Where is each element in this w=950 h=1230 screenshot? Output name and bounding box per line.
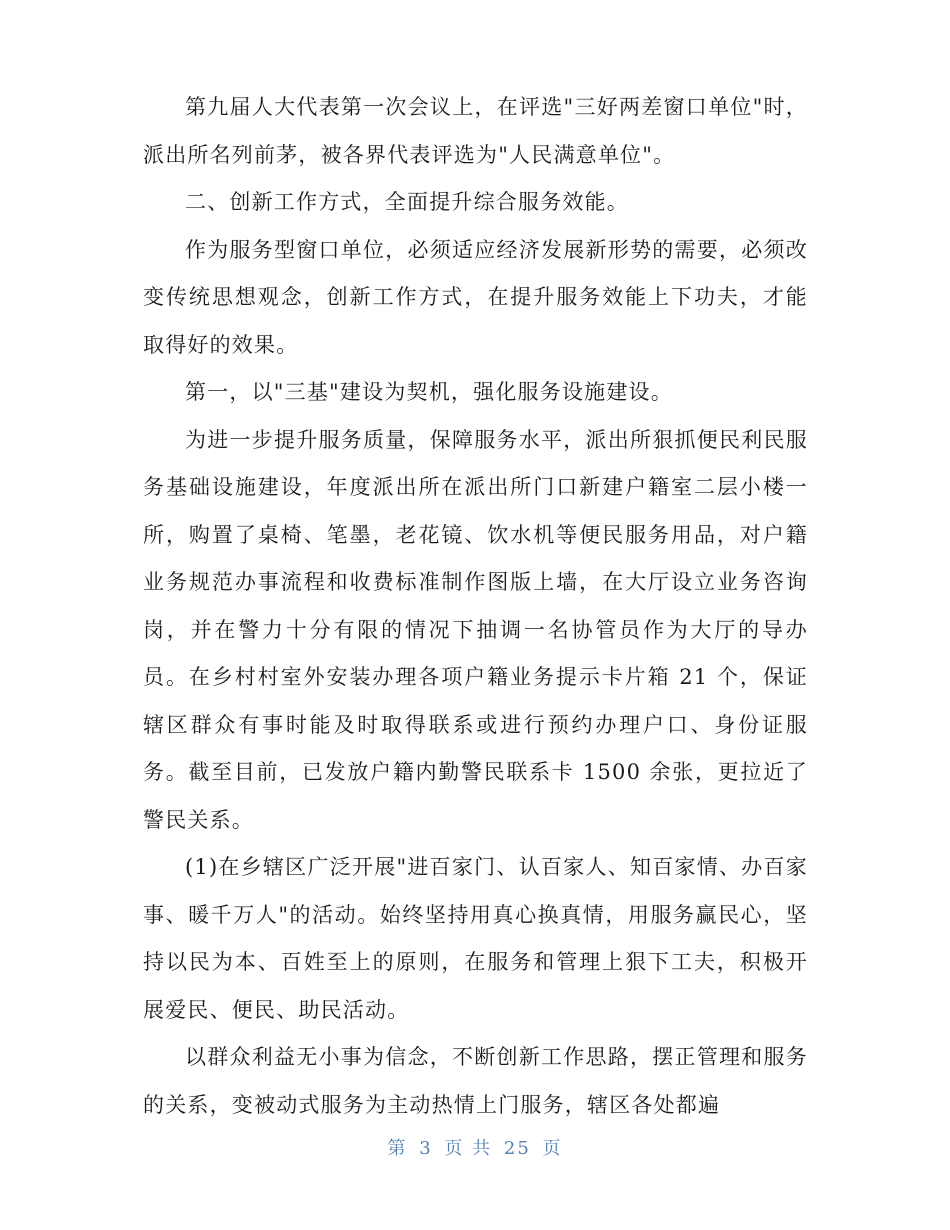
paragraph-7: 以群众利益无小事为信念，不断创新工作思路，摆正管理和服务的关系，变被动式服务为主动热情上门服务，辖区各处都遍 <box>143 1045 808 1117</box>
paragraph-2-heading: 二、创新工作方式，全面提升综合服务效能。 <box>185 190 629 214</box>
document-body <box>143 84 808 1129</box>
footer-prefix: 第 <box>387 1138 408 1159</box>
footer-suffix: 页 <box>542 1138 563 1159</box>
paragraph-3: 作为服务型窗口单位，必须适应经济发展新形势的需要，必须改变传统思想观念，创新工作方式，在提升服务效能上下功夫，才能取得好的效果。 <box>143 237 808 357</box>
paragraph-4-subheading: 第一，以"三基"建设为契机，强化服务设施建设。 <box>185 380 673 404</box>
paragraph-6: (1)在乡辖区广泛开展"进百家门、认百家人、知百家情、办百家事、暖千万人"的活动。始终坚持用真心换真情，用服务赢民心，坚持以民为本、百姓至上的原则，在服务和管理上狠下工夫，积极开展爱民、便民、助民活动。 <box>143 855 808 1022</box>
paragraph-5: 为进一步提升服务质量，保障服务水平，派出所狠抓便民利民服务基础设施建设，年度派出所在派出所门口新建户籍室二层小楼一所，购置了桌椅、笔墨，老花镜、饮水机等便民服务用品，对户籍业务规范办事流程和收费标准制作图版上墙，在大厅设立业务咨询岗，并在警力十分有限的情况下抽调一名协管员作为大厅的导办员。在乡村村室外安装办理各项户籍业务提示卡片箱 21 个，保证辖区群众有事时能及时取得联系或进行预约办理户口、身份证服务。截至目前，已发放户籍内勤警民联系卡 1500 余张，更拉近了警民关系。 <box>143 427 808 832</box>
footer-middle: 页 共 <box>444 1138 493 1159</box>
page-footer <box>0 1134 950 1160</box>
paragraph-1: 第九届人大代表第一次会议上，在评选"三好两差窗口单位"时，派出所名列前茅，被各界代表评选为"人民满意单位"。 <box>143 95 808 167</box>
footer-total-pages: 25 <box>503 1138 531 1159</box>
footer-current-page: 3 <box>419 1138 433 1159</box>
